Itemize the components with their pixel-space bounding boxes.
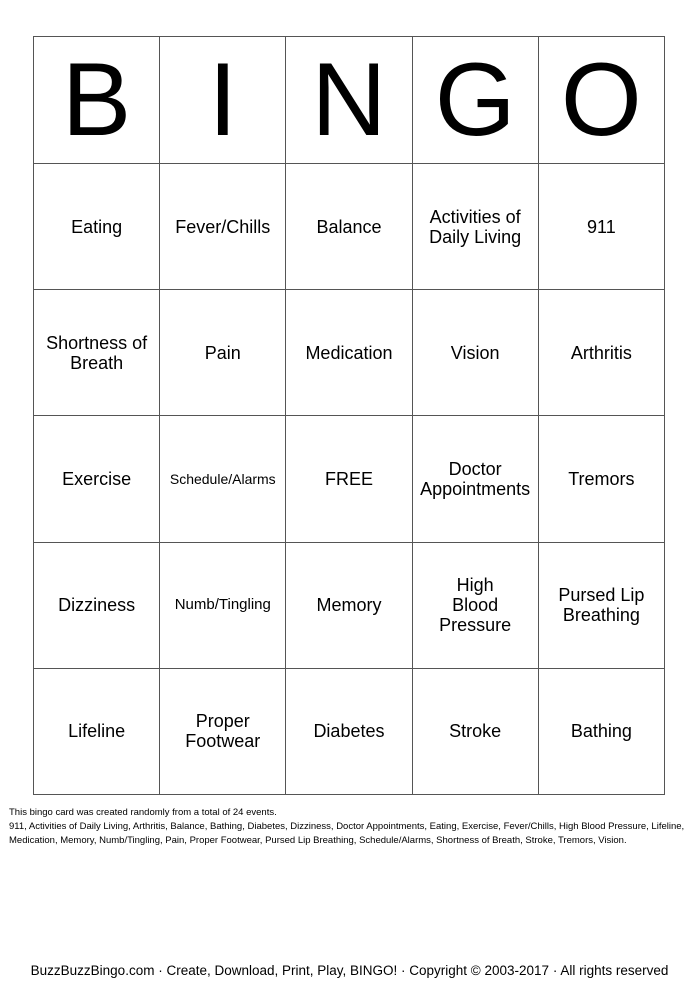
bingo-cell: High Blood Pressure	[412, 542, 538, 668]
bingo-cell: Dizziness	[34, 542, 160, 668]
bingo-cell: Medication	[286, 290, 412, 416]
bingo-cell: Proper Footwear	[160, 668, 286, 794]
header-letter-o: O	[538, 37, 664, 164]
bingo-cell: Fever/Chills	[160, 164, 286, 290]
bingo-cell: Numb/Tingling	[160, 542, 286, 668]
bingo-cell: Lifeline	[34, 668, 160, 794]
bingo-cell: Tremors	[538, 416, 664, 542]
bingo-cell: Stroke	[412, 668, 538, 794]
bingo-cell: Pursed Lip Breathing	[538, 542, 664, 668]
card-row	[34, 668, 665, 794]
bingo-cell: Arthritis	[538, 290, 664, 416]
bingo-cell: Balance	[286, 164, 412, 290]
header-letter-n: N	[286, 37, 412, 164]
bingo-cell: Doctor Appointments	[412, 416, 538, 542]
header-letter-g: G	[412, 37, 538, 164]
bingo-cell: Shortness of Breath	[34, 290, 160, 416]
bingo-cell: Vision	[412, 290, 538, 416]
bingo-cell: 911	[538, 164, 664, 290]
description-intro: This bingo card was created randomly from a total of 24 events.	[9, 807, 277, 818]
bingo-cell: Eating	[34, 164, 160, 290]
header-row	[34, 37, 665, 164]
card-row	[34, 542, 665, 668]
bingo-card	[33, 36, 665, 795]
bingo-cell: Schedule/Alarms	[160, 416, 286, 542]
bingo-cell: Exercise	[34, 416, 160, 542]
description-events-list: 911, Activities of Daily Living, Arthritis, Balance, Bathing, Diabetes, Dizziness, Doctor Appointments, Eating, Exercise, Fever/Chills, High Blood Pressure, Lifeline, Medication, Memory, Numb/Tingling, Pain, Proper Footwear, Pursed Lip Breathing, Schedule/Alarms, Shortness of Breath, Stroke, Tremors, Vision.	[9, 821, 685, 846]
free-space-cell: FREE	[286, 416, 412, 542]
card-row	[34, 416, 665, 542]
bingo-cell: Bathing	[538, 668, 664, 794]
card-row	[34, 290, 665, 416]
header-letter-b: B	[34, 37, 160, 164]
bingo-cell: Pain	[160, 290, 286, 416]
footer-copyright: BuzzBuzzBingo.com · Create, Download, Print, Play, BINGO! · Copyright © 2003-2017 · All rights reserved	[30, 963, 669, 978]
bingo-cell: Diabetes	[286, 668, 412, 794]
card-description	[9, 806, 694, 848]
header-letter-i: I	[160, 37, 286, 164]
bingo-cell: Activities of Daily Living	[412, 164, 538, 290]
card-row	[34, 164, 665, 290]
bingo-cell: Memory	[286, 542, 412, 668]
